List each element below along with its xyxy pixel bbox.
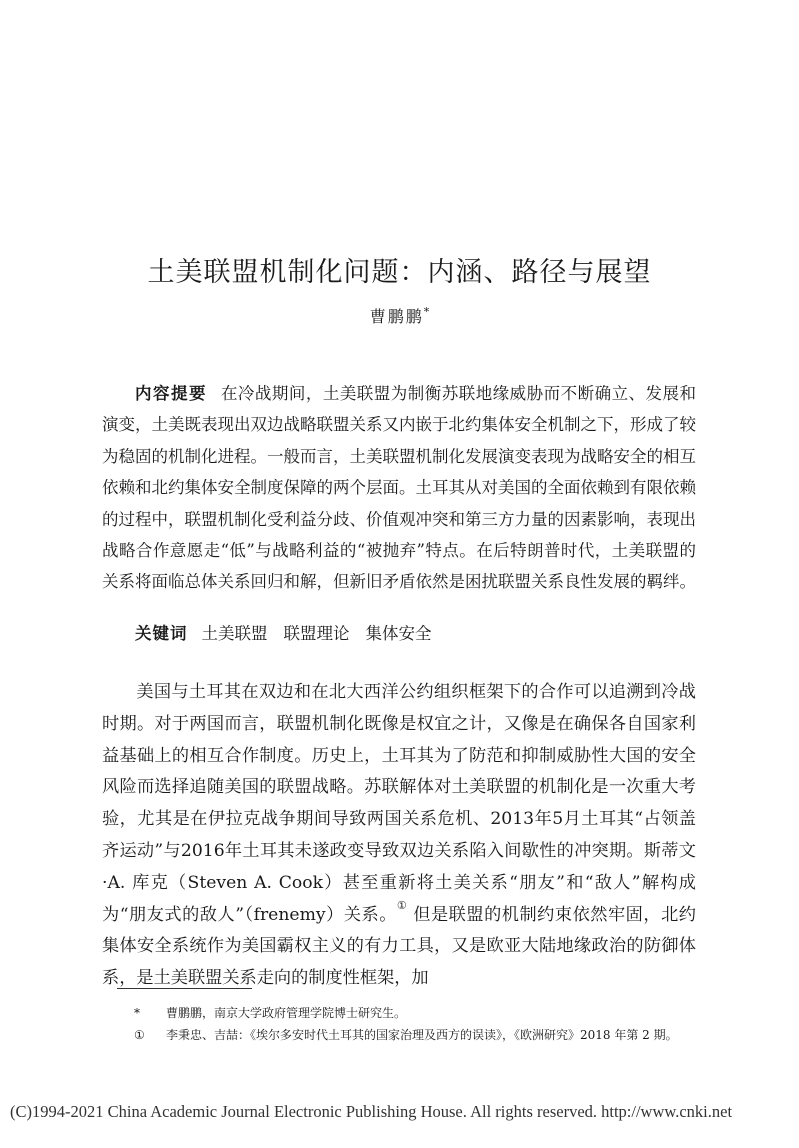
article-title: 土美联盟机制化问题：内涵、路径与展望 bbox=[147, 257, 652, 288]
keyword: 集体安全 bbox=[365, 624, 432, 643]
keyword: 土美联盟 bbox=[201, 624, 268, 643]
footnote bbox=[134, 1002, 696, 1024]
footnote-divider bbox=[117, 988, 252, 989]
abstract-text: 在冷战期间，土美联盟为制衡苏联地缘威胁而不断确立、发展和演变，土美既表现出双边战略联盟关系又内嵌于北约集体安全机制之下，形成了较为稳固的机制化进程。一般而言，土美联盟机制化发展演变表现为战略安全的相互依赖和北约集体安全制度保障的两个层面。土耳其从对美国的全面依赖到有限依赖的过程中，联盟机制化受利益分歧、价值观冲突和第三方力量的因素影响，表现出战略合作意愿走“低”与战略利益的“被抛弃”特点。在后特朗普时代，土美联盟的关系将面临总体关系回归和解，但新旧矛盾依然是困扰联盟关系良性发展的羁绊。 bbox=[102, 384, 697, 592]
footnote-mark: ① bbox=[134, 1028, 145, 1042]
author-name: 曹鹏鹏 bbox=[369, 307, 424, 326]
footnote-reference[interactable]: ① bbox=[396, 898, 408, 912]
footnote bbox=[134, 1024, 696, 1046]
author-line bbox=[0, 304, 799, 327]
footnote-text: 李秉忠、吉喆：《埃尔多安时代土耳其的国家治理及西方的误读》，《欧洲研究》2018 年第 2 期。 bbox=[166, 1028, 678, 1042]
author-footnote-mark: * bbox=[423, 305, 430, 319]
body-paragraph bbox=[102, 677, 696, 995]
keywords bbox=[102, 619, 696, 649]
keyword: 联盟理论 bbox=[283, 624, 350, 643]
footnotes bbox=[134, 1002, 696, 1046]
abstract-label: 内容提要 bbox=[135, 384, 207, 403]
footnote-text: 曹鹏鹏，南京大学政府管理学院博士研究生。 bbox=[166, 1006, 407, 1020]
keywords-label: 关键词 bbox=[135, 624, 188, 643]
footnote-mark: * bbox=[134, 1006, 140, 1020]
body-text-continued: 但是联盟的机制约束依然牢固，北约集体安全系统作为美国霸权主义的有力工具，又是欧亚大陆地缘政治的防御体系，是土美联盟关系走向的制度性框架，加 bbox=[102, 904, 696, 989]
copyright-notice: (C)1994-2021 China Academic Journal Electronic Publishing House. All rights reserved. http://www.cnki.net bbox=[10, 1102, 733, 1121]
abstract bbox=[102, 378, 696, 598]
body-text: 美国与土耳其在双边和在北大西洋公约组织框架下的合作可以追溯到冷战时期。对于两国而言，联盟机制化既像是权宜之计，又像是在确保各自国家利益基础上的相互合作制度。历史上，土耳其为了防范和抑制威胁性大国的安全风险而选择追随美国的联盟战略。苏联解体对土美联盟的机制化是一次重大考验，尤其是在伊拉克战争期间导致两国关系危机、2013年5月土耳其“占领盖齐运动”与2016年土耳其未遂政变导致双边关系陷入间歇性的冲突期。斯蒂文·A. 库克（Steven A. Cook）甚至重新将土美关系“朋友”和“敌人”解构成为“朋友式的敌人”（frenemy）关系。 bbox=[102, 682, 696, 925]
